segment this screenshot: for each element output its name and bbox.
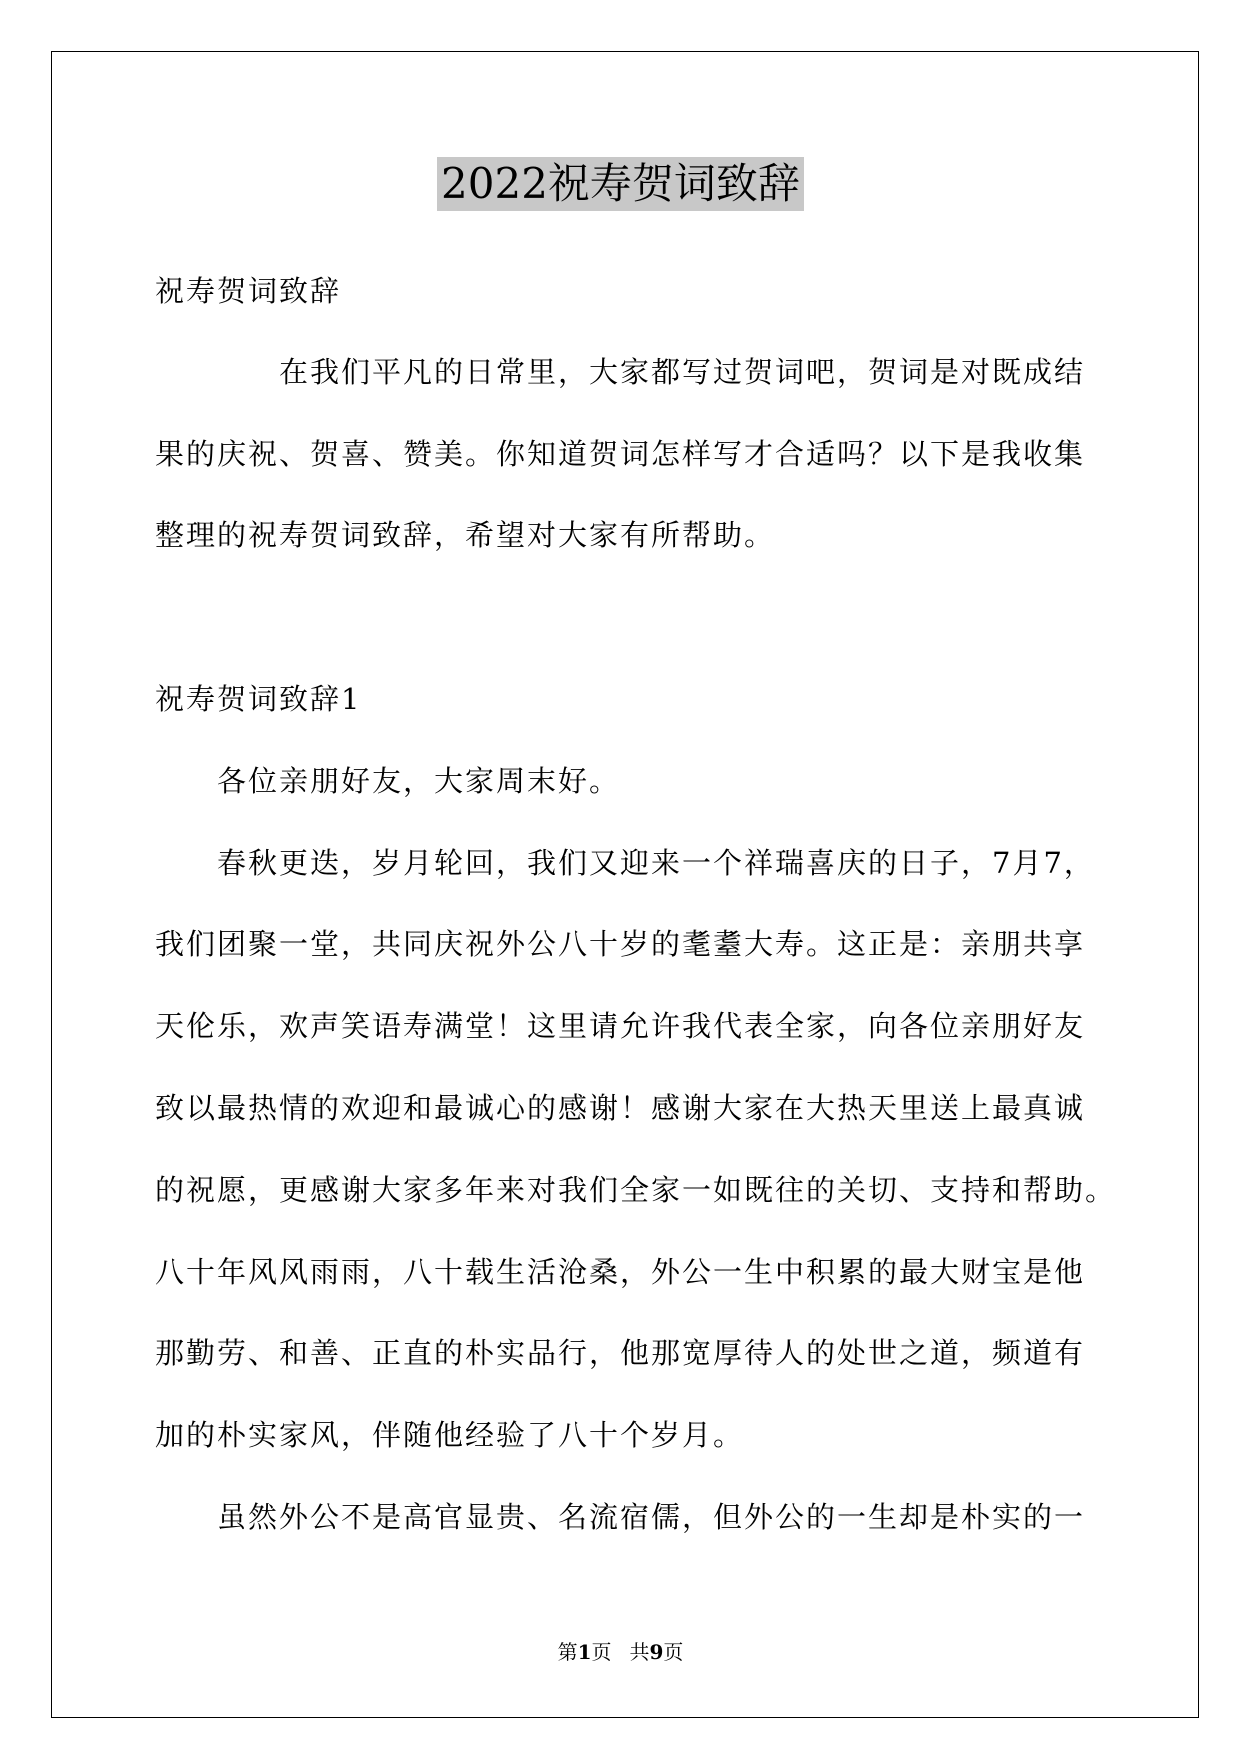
paragraph-line: 八十年风风雨雨，八十载生活沧桑，外公一生中积累的最大财宝是他 [155, 1255, 1086, 1289]
total-label-suffix: 页 [663, 1640, 684, 1664]
paragraph-line: 致以最热情的欢迎和最诚心的感谢！感谢大家在大热天里送上最真诚 [155, 1091, 1086, 1125]
page-number: 1 [577, 1640, 592, 1664]
page-label-suffix: 页 [591, 1640, 612, 1664]
paragraph-line: 的祝愿，更感谢大家多年来对我们全家一如既往的关切、支持和帮助。 [155, 1173, 1117, 1207]
paragraph-line: 春秋更迭，岁月轮回，我们又迎来一个祥瑞喜庆的日子，7月7， [217, 846, 1095, 880]
paragraph-line: 虽然外公不是高官显贵、名流宿儒，但外公的一生却是朴实的一 [217, 1500, 1086, 1534]
paragraph-line: 加的朴实家风，伴随他经验了八十个岁月。 [155, 1418, 745, 1452]
paragraph-line: 整理的祝寿贺词致辞，希望对大家有所帮助。 [155, 518, 776, 552]
page-footer [0, 1640, 1241, 1664]
paragraph-line: 天伦乐，欢声笑语寿满堂！这里请允许我代表全家，向各位亲朋好友 [155, 1009, 1086, 1043]
paragraph-line: 果的庆祝、贺喜、赞美。你知道贺词怎样写才合适吗？以下是我收集 [155, 437, 1086, 471]
document-title: 2022祝寿贺词致辞 [437, 157, 804, 211]
paragraph-line: 那勤劳、和善、正直的朴实品行，他那宽厚待人的处世之道，频道有 [155, 1336, 1086, 1370]
total-pages: 9 [649, 1640, 664, 1664]
paragraph-line: 在我们平凡的日常里，大家都写过贺词吧，贺词是对既成结 [279, 355, 1086, 389]
paragraph-line: 我们团聚一堂，共同庆祝外公八十岁的耄耋大寿。这正是：亲朋共享 [155, 927, 1086, 961]
section-heading: 祝寿贺词致辞1 [155, 682, 362, 716]
greeting-line: 各位亲朋好友，大家周末好。 [217, 764, 621, 798]
total-label-prefix: 共 [629, 1640, 650, 1664]
page-label-prefix: 第 [557, 1640, 578, 1664]
section-heading: 祝寿贺词致辞 [155, 274, 342, 308]
title-row [0, 157, 1241, 211]
